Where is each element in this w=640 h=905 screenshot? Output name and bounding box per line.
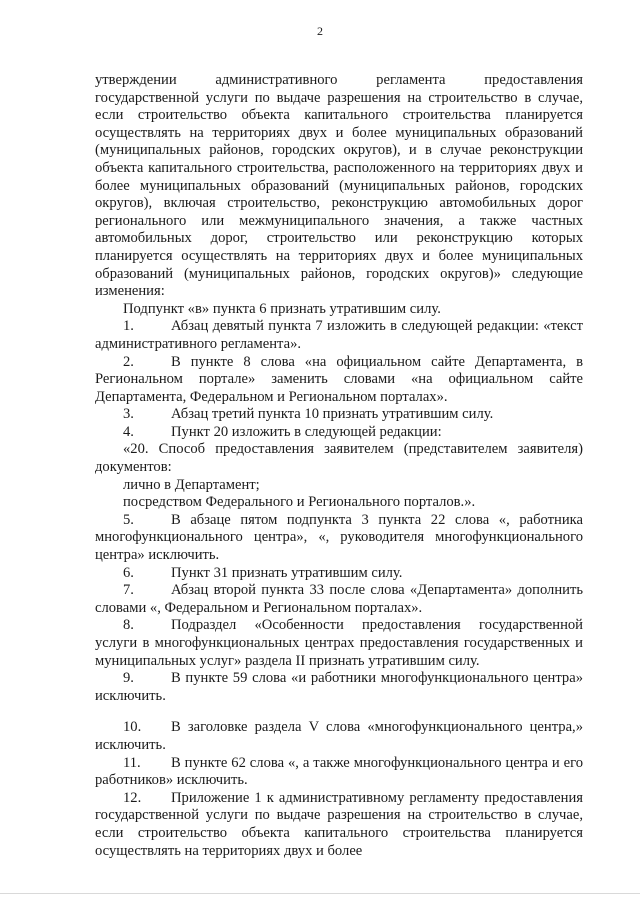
item-number: 3. — [123, 406, 134, 423]
item-number: 9. — [123, 670, 134, 687]
item-number: 12. — [123, 789, 142, 806]
list-item — [95, 719, 583, 754]
list-item — [95, 424, 583, 442]
item-number: 2. — [123, 353, 134, 370]
item-number: 1. — [123, 318, 134, 335]
document-body — [95, 72, 583, 860]
item-text: Пункт 31 признать утратившим силу. — [171, 564, 403, 581]
item-text: Пункт 20 изложить в следующей редакции: — [171, 423, 442, 440]
list-item — [95, 354, 583, 407]
item-number: 8. — [123, 617, 134, 634]
item-number: 6. — [123, 564, 134, 581]
list-item — [95, 512, 583, 565]
item-number: 11. — [123, 754, 141, 771]
item-text: Абзац второй пункта 33 после слова «Департамента» дополнить словами «, Федеральном и Региональном порталах». — [95, 582, 583, 616]
item-number: 7. — [123, 582, 134, 599]
list-item — [95, 617, 583, 670]
list-item — [95, 318, 583, 353]
item-text: Подраздел «Особенности предоставления государственной услуги в многофункциональных центрах предоставления государственных и муниципальных услуг» раздела II признать утратившим силу. — [95, 617, 583, 669]
list-item — [95, 755, 583, 790]
item-text: В абзаце пятом подпункта 3 пункта 22 слова «, работника многофункционального центра», «, руководителя многофункционального центра» исключить. — [95, 511, 583, 564]
item-text: В заголовке раздела V слова «многофункционального центра,» исключить. — [95, 719, 583, 753]
item-text: В пункте 62 слова «, а также многофункционального центра и его работников» исключить. — [95, 754, 583, 789]
list-item — [95, 565, 583, 583]
item-number: 5. — [123, 511, 134, 528]
list-item — [95, 670, 583, 705]
list-item — [95, 406, 583, 424]
point20-heading: «20. Способ предоставления заявителем (представителем заявителя) документов: — [95, 441, 583, 476]
point20-line: лично в Департамент; — [123, 476, 260, 493]
item-text: Приложение 1 к административному регламенту предоставления государственной услуги по выдаче разрешения на строительство в случае, если строительство объекта капитального строительства планируется осуществлять на территориях двух и более — [95, 789, 583, 859]
paragraph-gap — [95, 705, 583, 719]
page-number: 2 — [317, 24, 323, 38]
scan-edge-line — [0, 893, 640, 894]
subpoint-v-paragraph: Подпункт «в» пункта 6 признать утратившим силу. — [123, 300, 441, 317]
list-item — [95, 582, 583, 617]
item-number: 10. — [123, 719, 142, 736]
item-text: Абзац девятый пункта 7 изложить в следующей редакции: «текст административного регламента». — [95, 318, 583, 352]
item-text: В пункте 8 слова «на официальном сайте Департамента, в Региональном портале» заменить словами «на официальном сайте Департамента, Федеральном и Региональном порталах». — [95, 353, 583, 405]
intro-paragraph: утверждении административного регламента предоставления государственной услуги по выдаче разрешения на строительство в случае, если строительство объекта капитального строительства планируется осуществлять на территориях двух и более муниципальных образований (муниципальных районов, городских округов), и в случае реконструкции объекта капитального строительства, расположенного на территориях двух и более муниципальных образований (муниципальных районов, городских округов), включая строительство, реконструкцию автомобильных дорог регионального или межмуниципального значения, а также частных автомобильных дорог, строительство или реконструкцию которых планируется осуществлять на территориях двух и более муниципальных образований (муниципальных районов, городских округов)» следующие изменения: — [95, 72, 583, 300]
item-text: Абзац третий пункта 10 признать утратившим силу. — [171, 406, 494, 423]
item-text: В пункте 59 слова «и работники многофункционального центра» исключить. — [95, 670, 583, 704]
item-number: 4. — [123, 423, 134, 440]
list-item — [95, 790, 583, 860]
point20-line: посредством Федерального и Регионального порталов.». — [123, 494, 476, 511]
